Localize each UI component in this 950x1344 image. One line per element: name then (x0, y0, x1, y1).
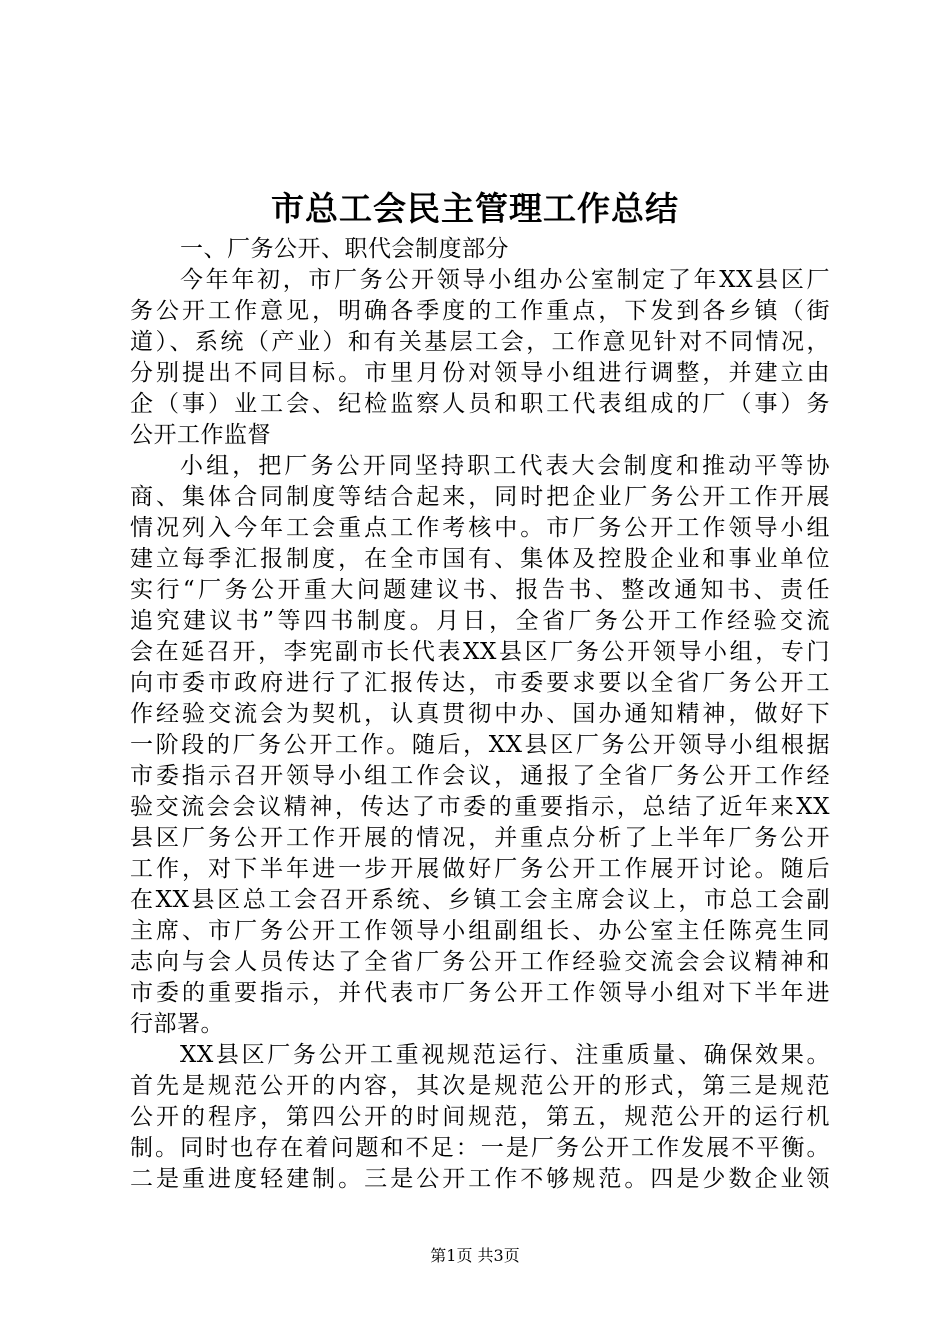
body-line: 市委的重要指示，并代表市厂务公开工作领导小组对下半年进 (130, 980, 830, 1006)
page-footer: 第1页 共3页 (430, 1246, 520, 1265)
body-line: 小组，把厂务公开同坚持职工代表大会制度和推动平等协 (180, 453, 830, 479)
body-line: 主席、市厂务公开工作领导小组副组长、办公室主任陈亮生同 (130, 918, 830, 944)
body-line: 作经验交流会为契机，认真贯彻中办、国办通知精神，做好下 (130, 701, 830, 727)
document-title: 市总工会民主管理工作总结 (271, 189, 679, 228)
body-line: XX县区厂务公开工重视规范运行、注重质量、确保效果。 (180, 1042, 830, 1068)
body-line: 一阶段的厂务公开工作。随后，XX县区厂务公开领导小组根据 (130, 732, 830, 758)
body-line: 商、集体合同制度等结合起来，同时把企业厂务公开工作开展 (130, 484, 830, 510)
body-line: 追究建议书”等四书制度。月日，全省厂务公开工作经验交流 (130, 608, 830, 634)
body-line: 分别提出不同目标。市里月份对领导小组进行调整，并建立由 (130, 360, 830, 386)
body-line: 志向与会人员传达了全省厂务公开工作经验交流会会议精神和 (130, 949, 830, 975)
body-line: 工作，对下半年进一步开展做好厂务公开工作展开讨论。随后 (130, 856, 830, 882)
body-line: 实行“厂务公开重大问题建议书、报告书、整改通知书、责任 (130, 577, 830, 603)
body-line: 建立每季汇报制度，在全市国有、集体及控股企业和事业单位 (130, 546, 830, 572)
body-line: 行部署。 (130, 1011, 224, 1037)
body-line: 二是重进度轻建制。三是公开工作不够规范。四是少数企业领 (130, 1166, 830, 1192)
body-line: 公开的程序，第四公开的时间规范，第五，规范公开的运行机 (130, 1104, 830, 1130)
body-line: 务公开工作意见，明确各季度的工作重点，下发到各乡镇（街 (130, 298, 830, 324)
body-line: 在XX县区总工会召开系统、乡镇工会主席会议上，市总工会副 (130, 887, 830, 913)
body-line: 向市委市政府进行了汇报传达，市委要求要以全省厂务公开工 (130, 670, 830, 696)
body-line: 一、厂务公开、职代会制度部分 (180, 236, 509, 262)
body-line: 县区厂务公开工作开展的情况，并重点分析了上半年厂务公开 (130, 825, 830, 851)
body-line: 企（事）业工会、纪检监察人员和职工代表组成的厂（事）务 (130, 391, 830, 417)
body-line: 会在延召开，李宪副市长代表XX县区厂务公开领导小组，专门 (130, 639, 830, 665)
body-line: 情况列入今年工会重点工作考核中。市厂务公开工作领导小组 (130, 515, 830, 541)
body-line: 公开工作监督 (130, 422, 271, 448)
document-body (130, 234, 830, 1195)
body-line: 今年年初，市厂务公开领导小组办公室制定了年XX县区厂 (180, 267, 830, 293)
body-line: 道）、系统（产业）和有关基层工会，工作意见针对不同情况， (130, 329, 830, 355)
body-line: 首先是规范公开的内容，其次是规范公开的形式，第三是规范 (130, 1073, 830, 1099)
body-line: 验交流会会议精神，传达了市委的重要指示，总结了近年来XX (130, 794, 830, 820)
body-line: 市委指示召开领导小组工作会议，通报了全省厂务公开工作经 (130, 763, 830, 789)
body-line: 制。同时也存在着问题和不足：一是厂务公开工作发展不平衡。 (130, 1135, 830, 1161)
